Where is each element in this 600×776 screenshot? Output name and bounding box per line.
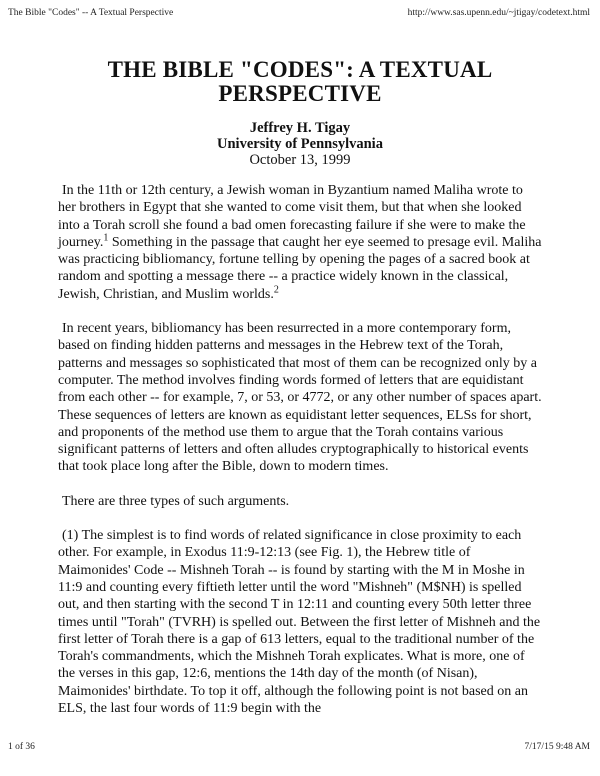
author-affiliation: University of Pennsylvania <box>217 136 383 152</box>
publication-date: October 13, 1999 <box>249 152 351 168</box>
document-page <box>58 58 542 734</box>
page-counter: 1 of 36 <box>8 742 35 752</box>
paragraph-4: (1) The simplest is to find words of related significance in close proximity to each other. For example, in Exodus 11:9-12:13 (see Fig. 1), the Hebrew title of Maimonides' Code -- Mishneh Torah -- is found by starting with the M in Moshe in 11:9 and counting every fiftieth letter until the word "Mishneh" (M$NH) is spelled out, and then starting with the second T in 12:11 and counting every 50th letter three times until "Torah" (TVRH) is spelled out. Between the first letter of Mishneh and the first letter of Torah there is a gap of 613 letters, equal to the traditional number of the Torah's commandments, which the Mishneh Torah explicates. What is more, one of the verses in this gap, 12:6, mentions the 14th day of the month (of Nisan), Maimonides' birthdate. To top it off, although the following point is not based on an ELS, the last four words of 11:9 begin with the <box>58 528 541 717</box>
header-url: http://www.sas.upenn.edu/~jtigay/codetext.html <box>407 8 590 18</box>
author-name: Jeffrey H. Tigay <box>249 120 351 136</box>
paragraph-1 <box>58 182 542 303</box>
paragraph-1-part-a: In the 11th or 12th century, a Jewish woman in Byzantium named Maliha wrote to her brothers in Egypt that she wanted to come visit them, but that when she looked into a Torah scroll she found a bad omen forecasting failure if she were to make the journey. <box>58 183 526 250</box>
paragraph-2: In recent years, bibliomancy has been resurrected in a more contemporary form, based on finding hidden patterns and messages in the Hebrew text of the Torah, patterns and messages so sophisticated that most of them can be recognized only by a computer. The method involves finding words formed of letters that are equidistant from each other -- for example, 7, or 53, or 4772, or any other number of spaces apart. These sequences of letters are known as equidistant letter sequences, ELSs for short, and proponents of the method use them to argue that the Torah contains various significant patterns of letters and often alludes cryptographically to historical events that took place long after the Bible, down to modern times. <box>58 321 542 475</box>
footnote-ref-2[interactable]: 2 <box>273 284 279 296</box>
document-body <box>58 182 542 717</box>
header-page-title: The Bible "Codes" -- A Textual Perspective <box>8 8 174 18</box>
paragraph-3: There are three types of such arguments. <box>62 493 290 509</box>
print-footer <box>8 742 590 756</box>
print-timestamp: 7/17/15 9:48 AM <box>524 742 590 752</box>
print-header <box>8 8 590 22</box>
byline <box>58 120 542 168</box>
paragraph-1-part-b: Something in the passage that caught her eye seemed to presage evil. Maliha was practicing bibliomancy, fortune telling by opening the pages of a sacred book at random and spotting a message there -- a practice widely known in the classical, Jewish, Christian, and Muslim worlds. <box>58 234 542 302</box>
footnote-ref-1[interactable]: 1 <box>103 232 109 244</box>
document-title: THE BIBLE "CODES": A TEXTUAL PERSPECTIVE <box>107 57 493 106</box>
